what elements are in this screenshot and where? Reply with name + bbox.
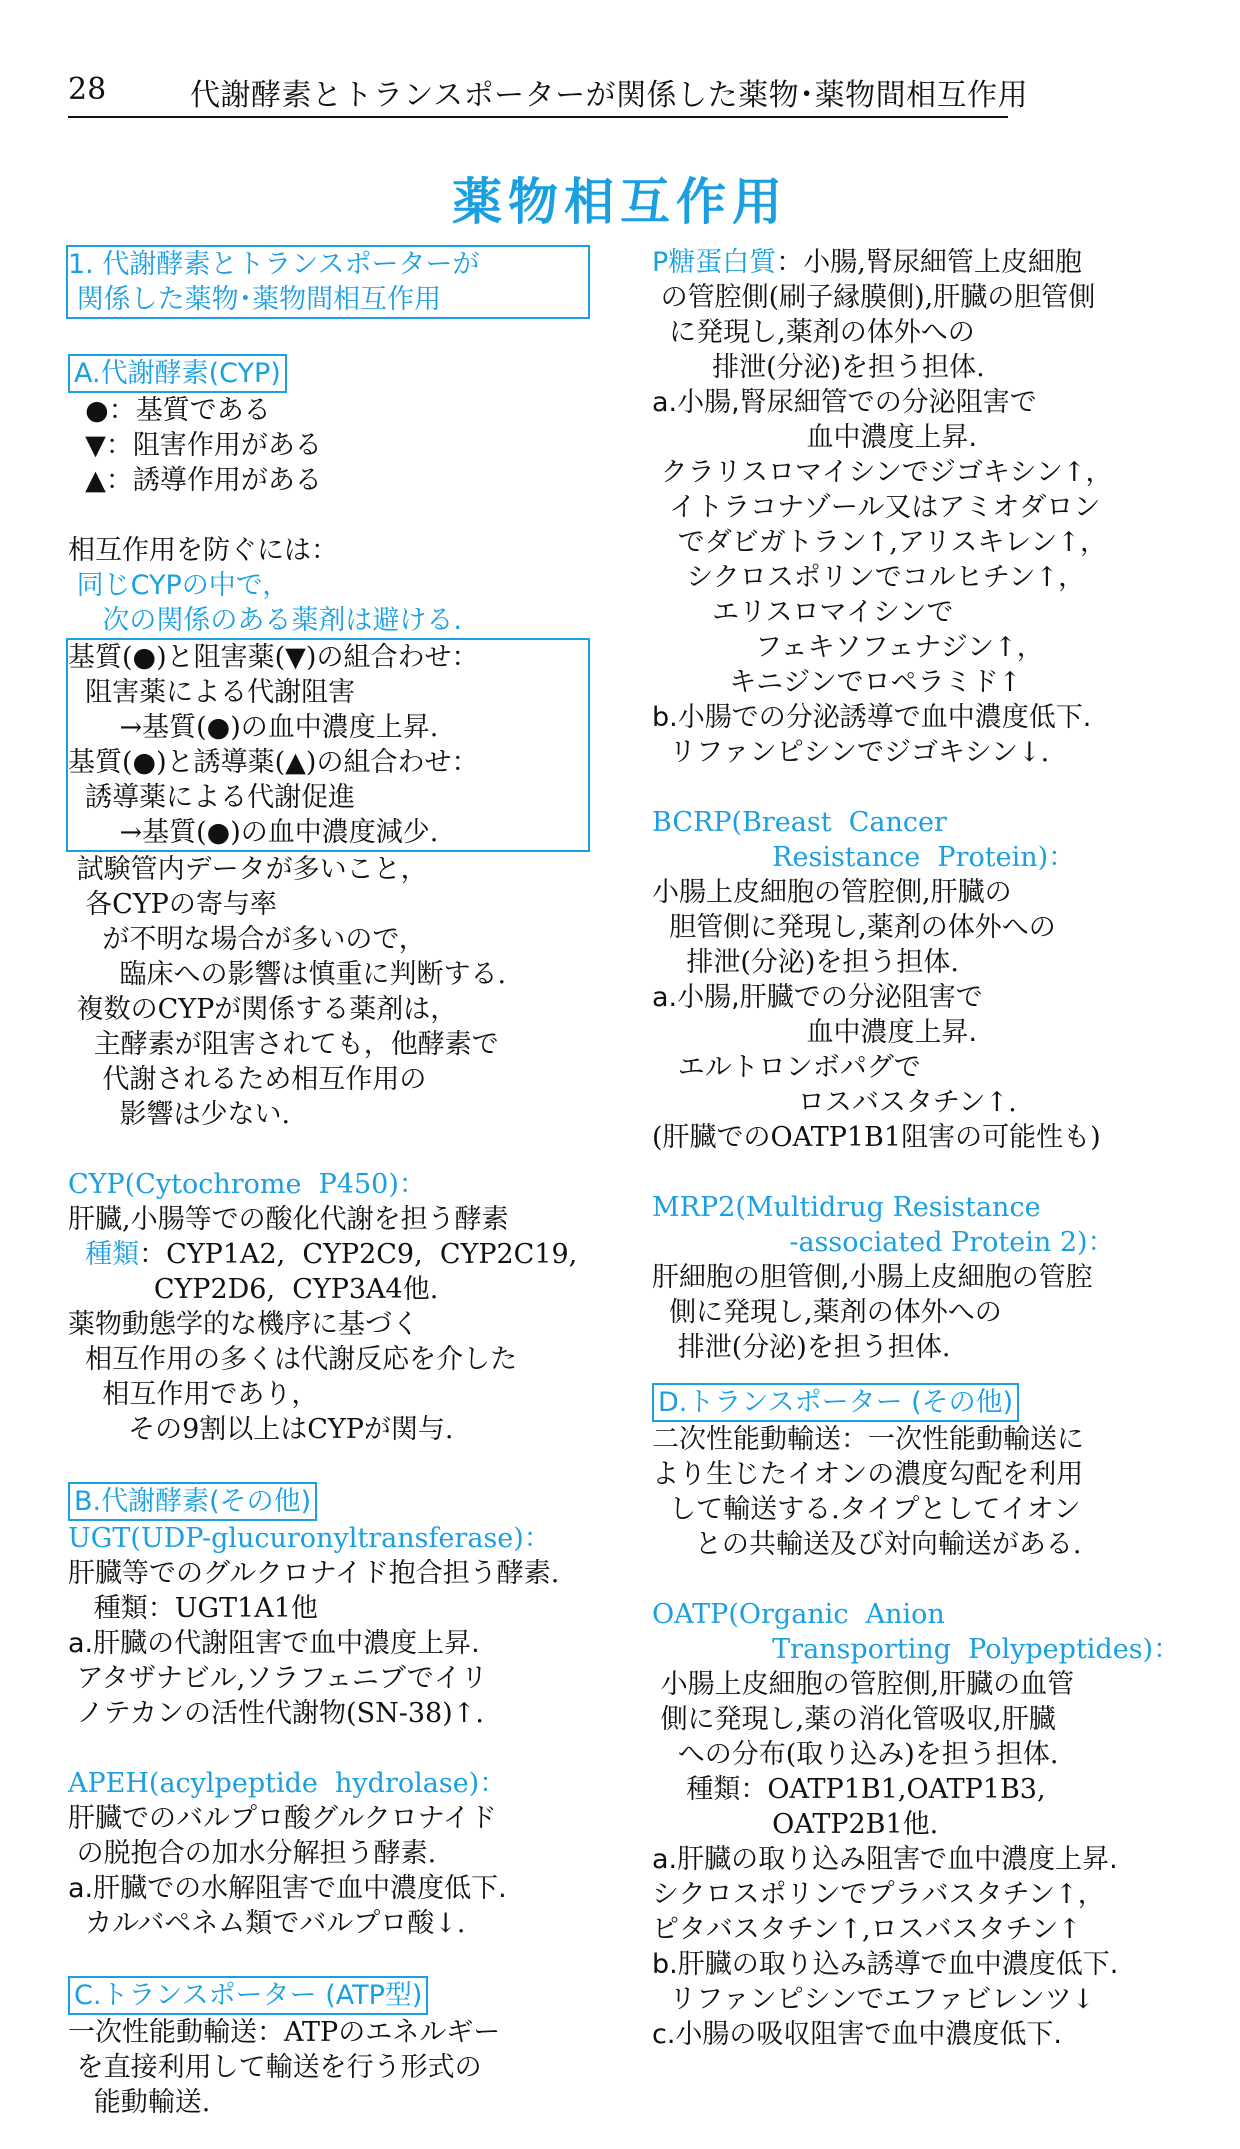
cyp-line: 薬物動態学的な機序に基づく	[68, 1309, 419, 1340]
pgp-title-line: P糖蛋白質：小腸,腎尿細管上皮細胞	[652, 247, 1082, 278]
section-c-line: を直接利用して輸送を行う形式の	[68, 2052, 482, 2083]
section-c-line: 一次性能動輸送：ATPのエネルギー	[68, 2017, 501, 2048]
legend-inducer: ▲：誘導作用がある	[68, 465, 322, 496]
bcrp-example: エルトロンボパグで	[652, 1052, 921, 1083]
combination-line: →基質(●)の血中濃度減少.	[68, 817, 439, 848]
pgp-line: 排泄(分泌)を担う担体.	[652, 352, 985, 383]
chapter-title-line: 関係した薬物･薬物間相互作用	[68, 284, 442, 315]
note-line: 試験管内データが多いこと，	[68, 854, 428, 885]
cyp-line: 肝臓,小腸等での酸化代謝を担う酵素	[68, 1204, 509, 1235]
chapter-title-line: 1. 代謝酵素とトランスポーターが	[68, 249, 480, 280]
cyp-title: CYP(Cytochrome P450)：	[68, 1169, 426, 1200]
oatp-example: シクロスポリンでプラバスタチン↑，	[652, 1879, 1105, 1910]
combination-line: →基質(●)の血中濃度上昇.	[68, 712, 439, 743]
oatp-line: への分布(取り込み)を担う担体.	[652, 1739, 1059, 1770]
note-line: 複数のCYPが関係する薬剤は，	[68, 994, 458, 1025]
page-header	[68, 68, 1029, 118]
ugt-example: アタザナビル,ソラフェニブでイリ	[68, 1663, 488, 1694]
mrp2-line: 排泄(分泌)を担う担体.	[652, 1332, 951, 1363]
oatp-line: 種類：OATP1B1,OATP1B3,	[652, 1774, 1046, 1805]
note-line: 主酵素が阻害されても，他酵素で	[68, 1029, 499, 1060]
ugt-effect-a: a.肝臓の代謝阻害で血中濃度上昇.	[68, 1628, 480, 1659]
running-title: 代謝酵素とトランスポーターが関係した薬物･薬物間相互作用	[190, 78, 1029, 113]
section-a-title: A.代謝酵素(CYP)	[68, 354, 618, 393]
section-b-title: B.代謝酵素(その他)	[68, 1482, 618, 1521]
cyp-line: 相互作用であり，	[68, 1379, 319, 1410]
ugt-example: ノテカンの活性代謝物(SN-38)↑.	[68, 1698, 484, 1729]
oatp-title-cont: Transporting Polypeptides)：	[652, 1634, 1181, 1665]
combination-line: 基質(●)と阻害薬(▼)の組合わせ：	[68, 642, 479, 673]
bcrp-line: 胆管側に発現し,薬剤の体外への	[652, 912, 1056, 943]
pgp-example: フェキソフェナジン↑，	[652, 632, 1044, 663]
mrp2-title: MRP2(Multidrug Resistance	[652, 1192, 1041, 1223]
page-title: 薬物相互作用	[452, 173, 788, 231]
combination-line: 基質(●)と誘導薬(▲)の組合わせ：	[68, 747, 479, 778]
pgp-line: の管腔側(刷子縁膜側),肝臓の胆管側	[652, 282, 1096, 313]
section-c-line: 能動輸送.	[68, 2087, 211, 2118]
note-line: が不明な場合が多いので，	[68, 924, 426, 955]
oatp-example: ピタバスタチン↑,ロスバスタチン↑	[652, 1914, 1081, 1945]
apeh-example: カルバペネム類でバルプロ酸↓.	[68, 1908, 466, 1939]
pgp-effect-b: b.小腸での分泌誘導で血中濃度低下.	[652, 702, 1092, 733]
section-d-line: して輸送する.タイプとしてイオン	[652, 1494, 1081, 1525]
prevent-blue-line: 次の関係のある薬剤は避ける.	[68, 605, 462, 636]
mrp2-line: 肝細胞の胆管側,小腸上皮細胞の管腔	[652, 1262, 1093, 1293]
legend-substrate: ●：基質である	[68, 395, 271, 426]
oatp-line: OATP2B1他.	[652, 1809, 939, 1840]
pgp-example: でダビガトラン↑,アリスキレン↑，	[652, 527, 1108, 558]
pgp-example: キニジンでロペラミド↑	[652, 667, 1022, 698]
oatp-effect-b: b.肝臓の取り込み誘導で血中濃度低下.	[652, 1949, 1119, 1980]
bcrp-example: ロスバスタチン↑.	[652, 1087, 1017, 1118]
pgp-example: エリスロマイシンで	[652, 597, 954, 628]
oatp-title: OATP(Organic Anion	[652, 1599, 945, 1630]
oatp-line: 側に発現し,薬の消化管吸収,肝臓	[652, 1704, 1056, 1735]
oatp-effect-b-example: リファンピシンでエファビレンツ↓	[652, 1984, 1095, 2015]
chapter-title-box	[66, 245, 590, 319]
pgp-example: クラリスロマイシンでジゴキシン↑，	[652, 457, 1113, 488]
apeh-effect-a: a.肝臓での水解阻害で血中濃度低下.	[68, 1873, 507, 1904]
note-line: 臨床への影響は慎重に判断する.	[68, 959, 507, 990]
left-column	[68, 245, 618, 2120]
pgp-line: に発現し,薬剤の体外への	[652, 317, 975, 348]
oatp-effect-c: c.小腸の吸収阻害で血中濃度低下.	[652, 2019, 1063, 2050]
bcrp-note: (肝臓でのOATP1B1阻害の可能性も)	[652, 1122, 1101, 1153]
pgp-effect-a-cont: 血中濃度上昇.	[652, 422, 978, 453]
section-d-line: より生じたイオンの濃度勾配を利用	[652, 1459, 1084, 1490]
pgp-example: シクロスポリンでコルヒチン↑，	[652, 562, 1086, 593]
pgp-effect-a: a.小腸,腎尿細管での分泌阻害で	[652, 387, 1037, 418]
section-c-title: C.トランスポーター (ATP型)	[68, 1976, 618, 2015]
bcrp-line: 小腸上皮細胞の管腔側,肝臓の	[652, 877, 1012, 908]
cyp-kinds-cont: CYP2D6, CYP3A4他.	[68, 1274, 439, 1305]
apeh-line: の脱抱合の加水分解担う酵素.	[68, 1838, 437, 1869]
section-d-line: との共輸送及び対向輸送がある.	[652, 1529, 1082, 1560]
cyp-line: その9割以上はCYPが関与.	[68, 1414, 454, 1445]
page-number: 28	[68, 72, 107, 107]
ugt-line: 種類：UGT1A1他	[68, 1593, 318, 1624]
bcrp-title: BCRP(Breast Cancer	[652, 807, 947, 838]
section-d-title: D.トランスポーター (その他)	[652, 1383, 1182, 1422]
legend-inhibitor: ▼：阻害作用がある	[68, 430, 322, 461]
apeh-line: 肝臓でのバルプロ酸グルクロナイド	[68, 1803, 497, 1834]
combination-box	[66, 638, 590, 852]
bcrp-effect-a: a.小腸,肝臓での分泌阻害で	[652, 982, 983, 1013]
pgp-example: イトラコナゾール又はアミオダロン	[652, 492, 1101, 523]
oatp-line: 小腸上皮細胞の管腔側,肝臓の血管	[652, 1669, 1075, 1700]
bcrp-title-cont: Resistance Protein)：	[652, 842, 1076, 873]
oatp-effect-a: a.肝臓の取り込み阻害で血中濃度上昇.	[652, 1844, 1118, 1875]
pgp-effect-b-example: リファンピシンでジゴキシン↓.	[652, 737, 1050, 768]
combination-line: 誘導薬による代謝促進	[68, 782, 356, 813]
cyp-line: 相互作用の多くは代謝反応を介した	[68, 1344, 518, 1375]
bcrp-effect-a-cont: 血中濃度上昇.	[652, 1017, 978, 1048]
note-line: 代謝されるため相互作用の	[68, 1064, 427, 1095]
right-column	[652, 245, 1182, 2052]
ugt-line: 肝臓等でのグルクロナイド抱合担う酵素.	[68, 1558, 560, 1589]
section-d-line: 二次性能動輸送：一次性能動輸送に	[652, 1424, 1084, 1455]
bcrp-line: 排泄(分泌)を担う担体.	[652, 947, 959, 978]
ugt-title: UGT(UDP-glucuronyltransferase)：	[68, 1523, 551, 1554]
note-line: 各CYPの寄与率	[68, 889, 277, 920]
prevent-blue-line: 同じCYPの中で，	[68, 570, 290, 601]
mrp2-line: 側に発現し,薬剤の体外への	[652, 1297, 1002, 1328]
note-line: 影響は少ない.	[68, 1099, 291, 1130]
prevent-intro: 相互作用を防ぐには：	[68, 535, 338, 566]
mrp2-title-cont: -associated Protein 2)：	[652, 1227, 1115, 1258]
cyp-kinds: 種類：CYP1A2, CYP2C9, CYP2C19,	[68, 1239, 578, 1270]
apeh-title: APEH(acylpeptide hydrolase)：	[68, 1768, 507, 1799]
combination-line: 阻害薬による代謝阻害	[68, 677, 356, 708]
